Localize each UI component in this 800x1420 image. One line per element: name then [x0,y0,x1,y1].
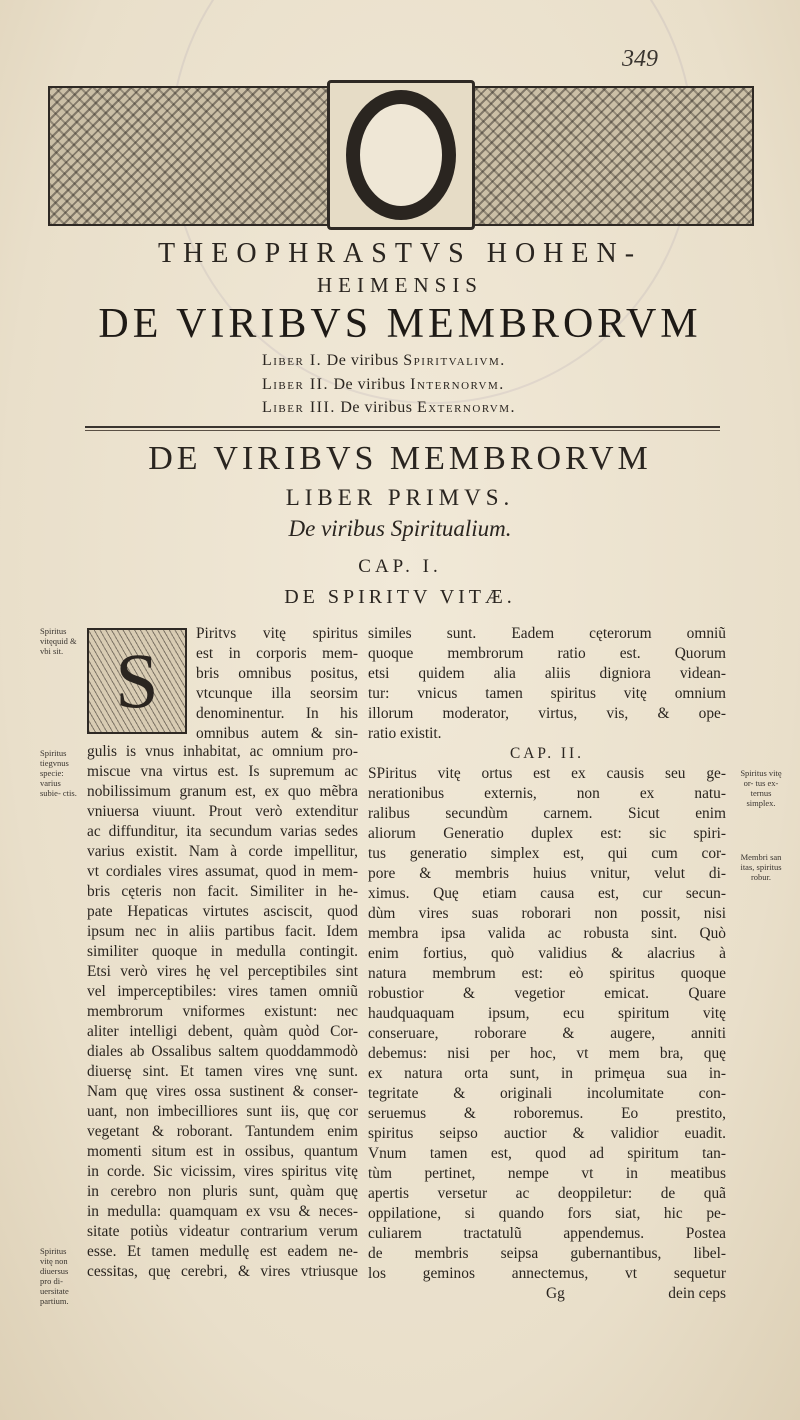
text-line: Piritvs vitę spiritus [196,625,358,642]
contents-book: Liber III. [262,399,336,416]
text-line: quoque membrorum ratio est. Quorum [368,645,726,662]
text-line: similiter quoque in medulla contingit. [87,943,358,960]
text-line: denominentur. In his [196,705,358,722]
text-line: miscue vna virtus est. Is supremum ac [87,763,358,780]
text-line: cessitas, quę cerebri, & vires vtriusque [87,1263,358,1280]
text-line: tùm pertinet, nempe vt in meatibus [368,1165,726,1182]
text-line: Etsi verò vires hę vel perceptibiles sint [87,963,358,980]
text-line: vtcunque illa seorsim [196,685,358,702]
contents-prefix: De viribus [340,399,413,416]
marginal-note: Spiritus vitęquid & vbi sit. [40,626,77,656]
text-line: sitate potiùs videatur contrarium verum [87,1223,358,1240]
text-line: illorum moderator, virtus, vis, & ope- [368,705,726,722]
text-line: dùm vires suas roborari non possit, nisi [368,905,726,922]
text-line: apertis versetur ac deoppiletur: de quã [368,1185,726,1202]
text-line: vt cordiales vires assumat, quod in mem- [87,863,358,880]
text-line: haudquaquam ipsum, ecu spiritum vitę [368,1005,726,1022]
text-line: robustior & vegetior emicat. Quare [368,985,726,1002]
text-line: tegritate & originali incolumitate con- [368,1085,726,1102]
text-line: ac diffunditur, ita secundum varias sedes [87,823,358,840]
text-line: ralibus secundùm carnem. Sicut enim [368,805,726,822]
marginal-note: Membri san itas, spiritus robur. [740,852,782,882]
text-line: los geminos annectemus, vt sequetur [368,1265,726,1282]
text-line: bris cęteris non facit. Similiter in he- [87,883,358,900]
marginal-note: Spiritus tiegvnus specie: varius subie- ctis. [40,748,77,798]
text-line: tus generatio simplex est, qui cum cor- [368,845,726,862]
text-line: in cerebro non pluris sunt, quàm quę [87,1183,358,1200]
text-line: pate Hepaticas virtutes asciscit, quod [87,903,358,920]
text-line: esse. Et tamen medullę est eadem ne- [87,1243,358,1260]
contents-entry [262,376,505,394]
text-line: vel imperceptibiles: vires tamen omniũ [87,983,358,1000]
text-line: varius existit. Nam à corde impellitur, [87,843,358,860]
text-line: bris omnibus positus, [196,665,358,682]
divider-rule [85,430,720,431]
contents-entry [262,352,506,370]
text-line: membra ipsa valida ac robusta sint. Quò [368,925,726,942]
text-line: similes sunt. Eadem cęterorum omniũ [368,625,726,642]
text-line: natura membrum est: eò spiritus quoque [368,965,726,982]
text-line: uant, non imbecilliores sunt iis, quę cor [87,1103,358,1120]
chapter-label: CAP. II. [509,745,585,762]
work-title: DE VIRIBVS MEMBRORVM [98,301,702,347]
text-line: conseruare, roborare & augere, anniti [368,1025,726,1042]
text-line: tur: vnicus tamen spiritus vitę omnium [368,685,726,702]
text-line: pore & membris huius vnitur, velut di- [368,865,726,882]
contents-book: Liber I. [262,352,323,369]
text-line: spiritus seipso auctior & validior euadit. [368,1125,726,1142]
text-line: est in corporis mem- [196,645,358,662]
text-line: aliorum Generatio duplex est: sic spiri- [368,825,726,842]
text-line: Nam quę vires ossa sustinent & conser- [87,1083,358,1100]
decorative-initial-o-icon [346,90,456,220]
contents-prefix: De viribus [333,376,406,393]
text-line: vniuersa viuunt. Prout verò extenditur [87,803,358,820]
book-label: LIBER PRIMVS. [285,485,515,510]
text-line: in corde. Sic vicissim, vires spiritus vitę [87,1163,358,1180]
text-line: Vnum tamen est, quod ad spiritum tan- [368,1145,726,1162]
chapter-label: CAP. I. [358,556,442,577]
contents-prefix: De viribus [326,352,399,369]
text-column-left [87,742,358,1282]
contents-subject: Externorvm. [416,399,516,416]
contents-book: Liber II. [262,376,329,393]
text-line: ximus. Quę etiam causa est, cur secun- [368,885,726,902]
decorative-initial-frame [327,80,475,230]
text-line: membrorum vniformes existunt: nec [87,1003,358,1020]
page-number: 349 [622,46,658,72]
text-line: ex natura orta sunt, in primęua sua in- [368,1065,726,1082]
text-line: nerationibus externis, non ex natu- [368,785,726,802]
text-line: vegetant & roborant. Tantundem enim [87,1123,358,1140]
woodcut-initial [87,628,187,734]
text-line: diuersę sint. Et tamen vires vnę sunt. [87,1063,358,1080]
contents-subject: Internorvm. [410,376,505,393]
text-line: de membris seipsa gubernantibus, libel- [368,1245,726,1262]
section-title: DE VIRIBVS MEMBRORVM [148,440,652,477]
text-line: SPiritus vitę ortus est ex causis seu ge- [368,765,726,782]
text-line: culiarem tractatulũ appendemus. Postea [368,1225,726,1242]
chapter-title: DE SPIRITV VITÆ. [284,586,516,608]
footer-line [368,1284,726,1304]
text-column-left-top [196,624,358,744]
contents-subject: Spiritvalivm. [403,352,506,369]
text-line: diales ab Ossalibus saltem quoddammodò [87,1043,358,1060]
text-line: oppilatione, si quando fors siat, hic pe- [368,1205,726,1222]
contents-entry [262,399,516,417]
text-line: enim fortius, quò validius & alacrius à [368,945,726,962]
marginal-note: Spiritus vitę non diuersus pro di- uersitate partium. [40,1246,69,1306]
catchword: dein ceps [668,1285,726,1302]
book-subtitle: De viribus Spiritualium. [288,516,512,541]
text-line: gulis is vnus inhabitat, ac omnium pro- [87,743,358,760]
text-line: in medulla: quamquam ex vsu & neces- [87,1203,358,1220]
initial-letter: S [115,637,159,724]
divider-rule [85,426,720,428]
text-line: nobilissimum granum est, ex quo mẽbra [87,783,358,800]
text-line: aliter intelligi debent, quàm quòd Cor- [87,1023,358,1040]
text-column-right [368,624,726,1304]
text-line: ipsum nec in aliis partibus facit. Idem [87,923,358,940]
text-line: seruemus & roboremus. Eo prestito, [368,1105,726,1122]
signature-mark: Gg [546,1285,565,1302]
text-line: momenti situm est in ossibus, quantum [87,1143,358,1160]
marginal-note: Spiritus vitę or- tus ex- ternus simplex. [740,768,782,808]
text-line: etsi quidem alia aliis digniora videan- [368,665,726,682]
author-line-2: HEIMENSIS [316,273,483,297]
text-line: debemus: nisi per hoc, vt mem bra, quę [368,1045,726,1062]
author-line-1: THEOPHRASTVS HOHEN- [157,238,643,269]
text-line: omnibus autem & sin- [196,725,358,742]
text-line: ratio existit. [368,725,442,742]
